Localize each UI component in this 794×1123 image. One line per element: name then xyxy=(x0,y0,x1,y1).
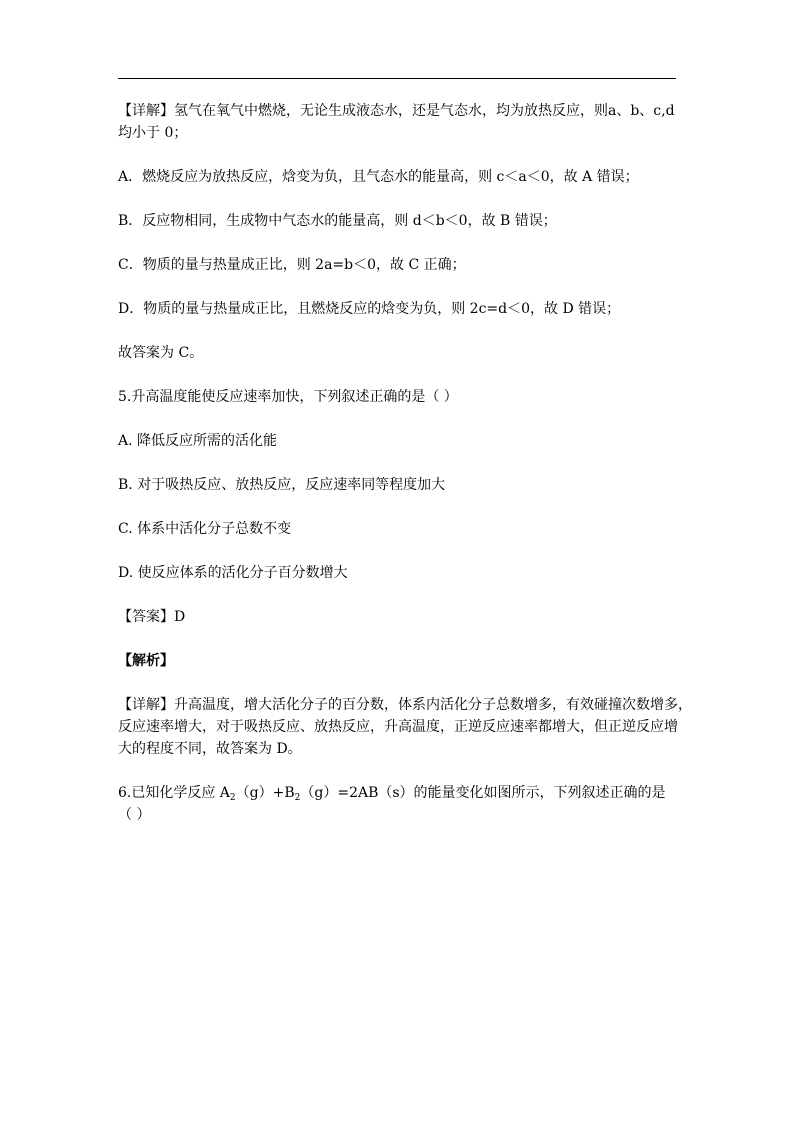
answer-label: 【答案】D xyxy=(118,609,186,625)
question-5-option-d: D. 使反应体系的活化分子百分数增大 xyxy=(118,565,348,581)
option-c-analysis: C．物质的量与热量成正比，则 2a=b＜0，故 C 正确； xyxy=(118,257,466,273)
question-5-option-a: A. 降低反应所需的活化能 xyxy=(118,433,278,449)
document-body xyxy=(118,100,692,826)
option-a-analysis: A．燃烧反应为放热反应，焓变为负，且气态水的能量高，则 c＜a＜0，故 A 错误； xyxy=(118,169,639,185)
detail-line: 大的程度不同，故答案为 D。 xyxy=(118,741,302,757)
analysis-heading: 【解析】 xyxy=(118,653,174,669)
question-6-blank: （ ） xyxy=(118,807,151,823)
question-5: 5.升高温度能使反应速率加快，下列叙述正确的是（ ） xyxy=(118,389,458,405)
conclusion: 故答案为 C。 xyxy=(118,345,204,361)
detail-line: 【详解】升高温度，增大活化分子的百分数，体系内活化分子总数增多，有效碰撞次数增多， xyxy=(118,697,692,713)
header-rule xyxy=(118,78,676,79)
text-line: 【详解】氢气在氧气中燃烧，无论生成液态水，还是气态水，均为放热反应，则a、b、c,d xyxy=(118,103,675,119)
text-line: 均小于 0； xyxy=(118,125,188,141)
detail-line: 反应速率增大，对于吸热反应、放热反应，升高温度，正逆反应速率都增大，但正逆反应增 xyxy=(118,719,678,735)
question-5-option-b: B. 对于吸热反应、放热反应，反应速率同等程度加大 xyxy=(118,477,446,493)
option-b-analysis: B．反应物相同，生成物中气态水的能量高，则 d＜b＜0，故 B 错误； xyxy=(118,213,557,229)
question-6: 6.已知化学反应 $A_2(g)+B_2(g)=2AB(s)$的能量变化如图所示，下列叙述正确的是 xyxy=(118,785,666,803)
option-d-analysis: D．物质的量与热量成正比，且燃烧反应的焓变为负，则 2c=d＜0，故 D 错误； xyxy=(118,301,621,317)
question-5-option-c: C. 体系中活化分子总数不变 xyxy=(118,521,292,537)
